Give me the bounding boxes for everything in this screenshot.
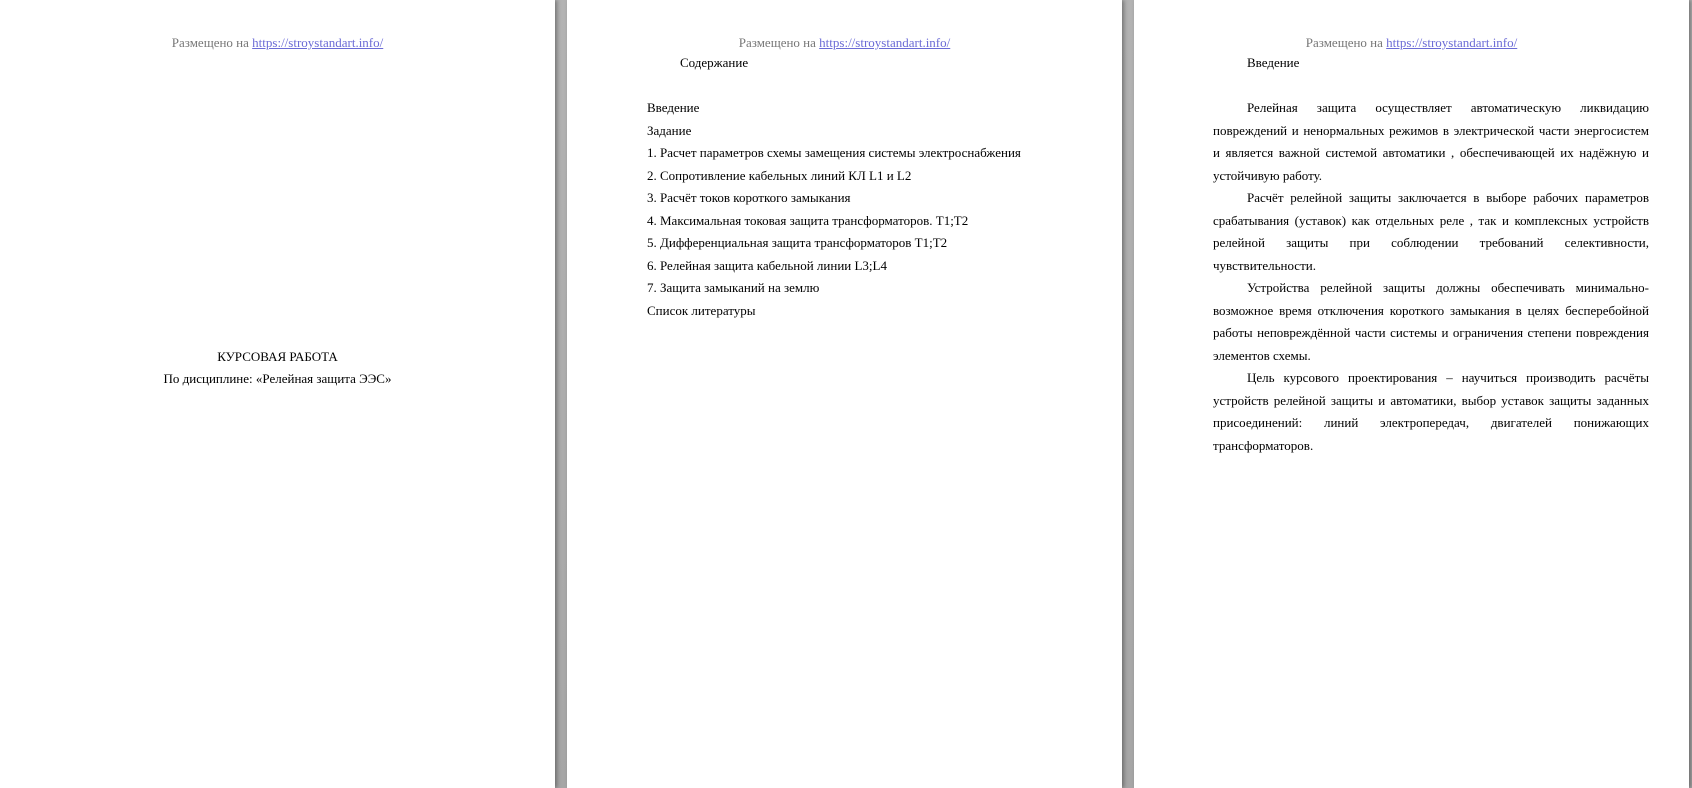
course-title: КУРСОВАЯ РАБОТА [217,349,338,364]
toc-item: 2. Сопротивление кабельных линий КЛ L1 и L2 [647,167,912,183]
page-header [0,35,555,51]
table-of-contents [647,97,1021,322]
header-link[interactable]: https://stroystandart.info/ [819,35,951,50]
toc-item: Введение [647,100,700,115]
header-prefix: Размещено на [738,35,820,50]
toc-item: 5. Дифференциальная защита трансформаторов Т1;Т2 [647,235,948,250]
toc-item: Список литературы [647,302,756,318]
header-prefix: Размещено на [171,35,253,50]
title-block [0,346,555,390]
toc-item: 1. Расчет параметров схемы замещения системы электроснабжения [647,145,1021,160]
page-header [1134,35,1689,51]
toc-heading: Содержание [680,55,749,70]
page-3 [1134,0,1689,788]
toc-item: 6. Релейная защита кабельной линии L3;L4 [647,257,887,273]
intro-paragraph: Устройства релейной защиты должны обеспечивать минимально-возможное время отключения короткого замыкания в целях бесперебойной работы неповреждённой части системы и ограничения степени повреждения элементов схемы. [1213,280,1649,363]
intro-paragraph: Расчёт релейной защиты заключается в выборе рабочих параметров срабатывания (уставок) как отдельных реле , так и комплексных устройств релейной защиты при соблюдении требований селективности, чувствительности. [1213,190,1649,273]
course-subtitle: По дисциплине: «Релейная защита ЭЭС» [163,371,392,386]
page-2 [567,0,1122,788]
toc-item: 3. Расчёт токов короткого замыкания [647,190,851,205]
intro-paragraph: Релейная защита осуществляет автоматическую ликвидацию повреждений и ненормальных режимов в электрической части энергосистем и является важной системой автоматики , обеспечивающей их надёжную и устойчивую работу. [1213,100,1649,183]
header-prefix: Размещено на [1305,35,1387,50]
header-link[interactable]: https://stroystandart.info/ [1386,35,1518,50]
intro-heading: Введение [1247,55,1300,70]
page-1 [0,0,555,788]
intro-paragraph: Цель курсового проектирования – научиться производить расчёты устройств релейной защиты и автоматики, выбор уставок защиты заданных присоединений: линий электропередач, двигателей понижающих трансформаторов. [1213,370,1649,453]
page-header [567,35,1122,51]
toc-item: Задание [647,122,692,138]
header-link[interactable]: https://stroystandart.info/ [252,35,384,50]
toc-item: 7. Защита замыканий на землю [647,280,820,295]
toc-item: 4. Максимальная токовая защита трансформаторов. Т1;Т2 [647,212,969,228]
intro-body [1213,97,1649,457]
